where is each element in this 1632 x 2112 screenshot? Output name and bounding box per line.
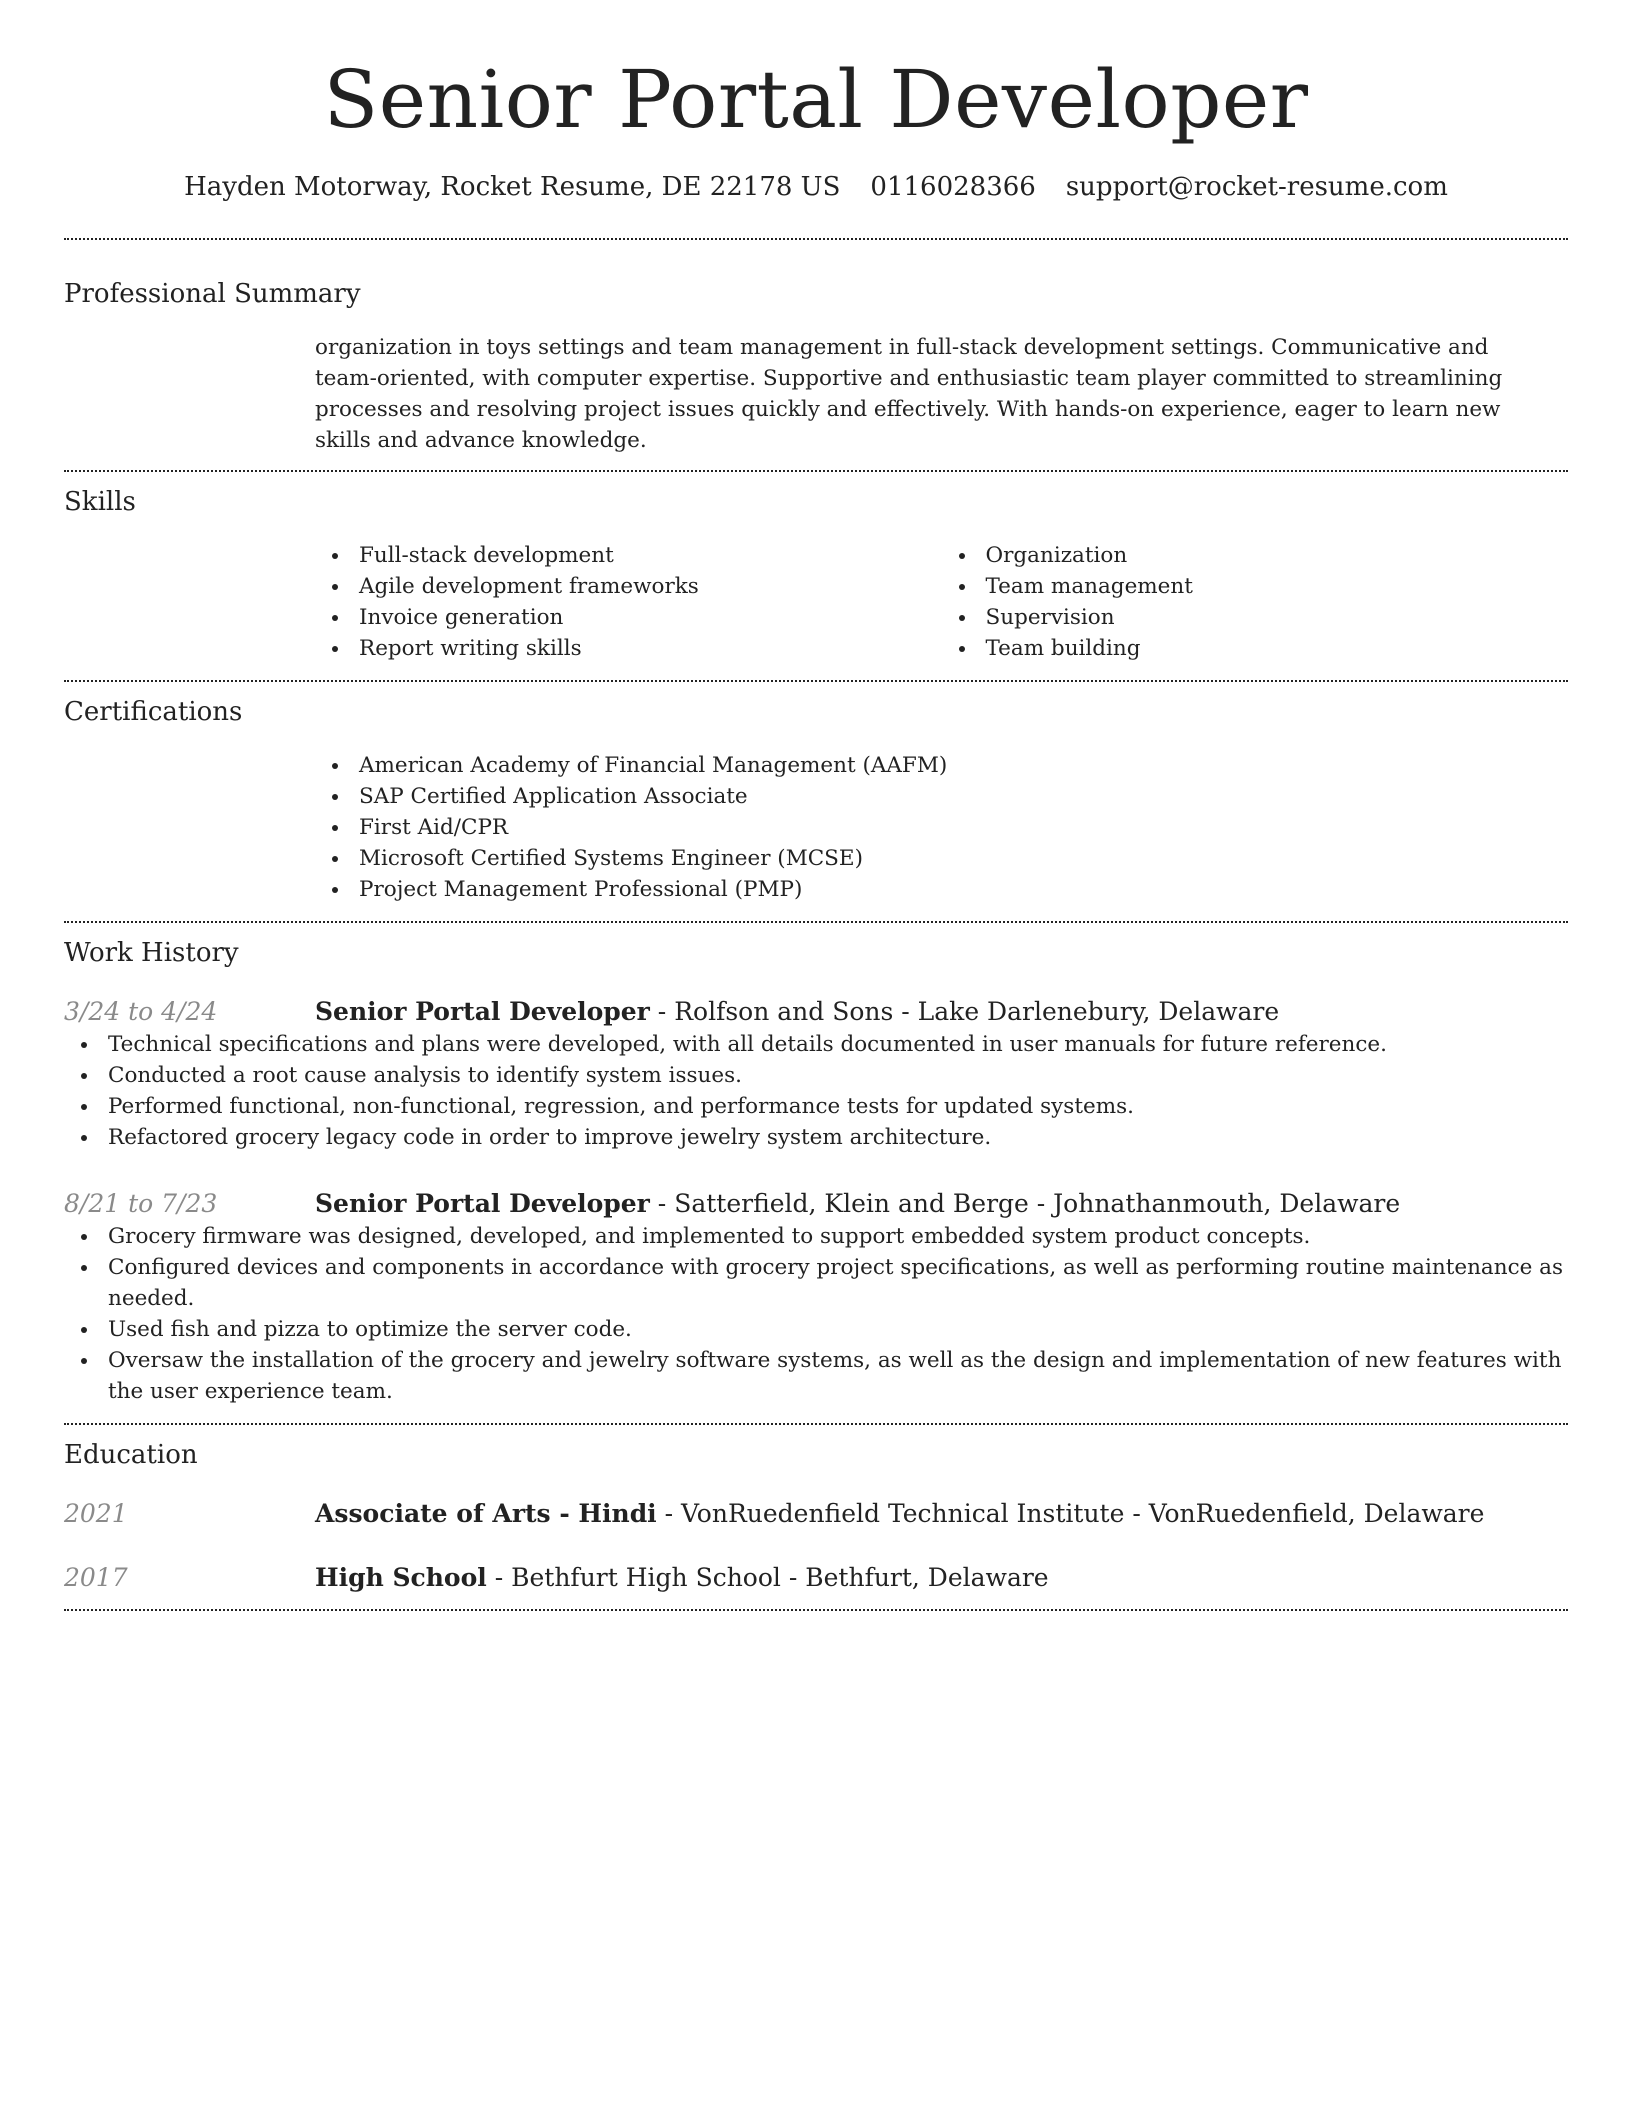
list-item: Team management — [986, 571, 1569, 602]
education-year: 2021 — [64, 1499, 128, 1528]
education-heading — [315, 1497, 1484, 1531]
list-item: SAP Certified Application Associate — [359, 781, 1568, 812]
job-entry — [64, 995, 1568, 1153]
skills-column-left — [315, 540, 942, 664]
list-item: American Academy of Financial Management (AAFM) — [359, 750, 1568, 781]
job-header — [64, 1187, 1568, 1221]
section-title-skills: Skills — [64, 487, 136, 517]
list-item: Performed functional, non-functional, regression, and performance tests for updated systems. — [108, 1091, 1568, 1122]
education-details: - VonRuedenfield Technical Institute - VonRuedenfield, Delaware — [656, 1499, 1485, 1528]
list-item: Technical specifications and plans were developed, with all details documented in user manuals for future reference. — [108, 1029, 1568, 1060]
job-heading — [315, 995, 1279, 1029]
list-item: Team building — [986, 633, 1569, 664]
job-title: Senior Portal Developer — [315, 997, 650, 1026]
contact-phone: 0116028366 — [870, 172, 1036, 202]
list-item: Organization — [986, 540, 1569, 571]
job-entry — [64, 1187, 1568, 1423]
list-item: Full-stack development — [359, 540, 942, 571]
skills-list — [315, 540, 1568, 680]
job-details: - Satterfield, Klein and Berge - Johnathanmouth, Delaware — [649, 1189, 1401, 1218]
list-item: Used fish and pizza to optimize the server code. — [108, 1314, 1568, 1345]
list-item: First Aid/CPR — [359, 812, 1568, 843]
section-title-education: Education — [64, 1440, 198, 1470]
work-history-section — [64, 923, 1568, 1423]
list-item: Agile development frameworks — [359, 571, 942, 602]
list-item: Grocery firmware was designed, developed, and implemented to support embedded system product concepts. — [108, 1221, 1568, 1252]
education-degree: High School — [315, 1563, 487, 1592]
list-item: Conducted a root cause analysis to identify system issues. — [108, 1060, 1568, 1091]
section-title-work-history: Work History — [64, 938, 239, 968]
contact-address: Hayden Motorway, Rocket Resume, DE 22178 US — [184, 172, 841, 202]
contact-email: support@rocket-resume.com — [1065, 172, 1448, 202]
section-title-summary: Professional Summary — [64, 279, 361, 309]
education-heading — [315, 1561, 1049, 1595]
candidate-name: Senior Portal Developer — [323, 53, 1309, 146]
certifications-list — [315, 750, 1568, 921]
job-bullets — [64, 1029, 1568, 1153]
education-entry — [64, 1497, 1568, 1531]
education-section — [64, 1425, 1568, 1609]
list-item: Refactored grocery legacy code in order to improve jewelry system architecture. — [108, 1122, 1568, 1153]
list-item: Report writing skills — [359, 633, 942, 664]
job-dates: 8/21 to 7/23 — [64, 1189, 218, 1218]
summary-section — [64, 240, 1568, 470]
list-item: Supervision — [986, 602, 1569, 633]
summary-text: organization in toys settings and team management in full-stack development settings. Communicative and team-oriented, with computer expertise. Supportive and enthusiastic team player committed to streamlining processes and resolving project issues quickly and effectively. With hands-on experience, eager to learn new skills and advance knowledge. — [315, 335, 1503, 453]
section-title-certifications: Certifications — [64, 697, 243, 727]
education-degree: Associate of Arts - Hindi — [315, 1499, 657, 1528]
education-details: - Bethfurt High School - Bethfurt, Delaware — [486, 1563, 1049, 1592]
list-item: Configured devices and components in accordance with grocery project specifications, as well as performing routine maintenance as needed. — [108, 1252, 1568, 1314]
job-heading — [315, 1187, 1400, 1221]
job-details: - Rolfson and Sons - Lake Darlenebury, Delaware — [649, 997, 1280, 1026]
divider — [64, 1609, 1568, 1611]
job-dates: 3/24 to 4/24 — [64, 997, 218, 1026]
list-item: Project Management Professional (PMP) — [359, 874, 1568, 905]
skills-column-right — [942, 540, 1569, 664]
contact-line — [64, 170, 1568, 204]
education-entry — [64, 1561, 1568, 1609]
job-title: Senior Portal Developer — [315, 1189, 650, 1218]
skills-section — [64, 472, 1568, 680]
certifications-bullets — [315, 750, 1568, 905]
job-bullets — [64, 1221, 1568, 1407]
education-year: 2017 — [64, 1563, 128, 1592]
certifications-section — [64, 682, 1568, 921]
list-item: Invoice generation — [359, 602, 942, 633]
resume-page — [64, 0, 1568, 1611]
job-header — [64, 995, 1568, 1029]
list-item: Microsoft Certified Systems Engineer (MCSE) — [359, 843, 1568, 874]
list-item: Oversaw the installation of the grocery and jewelry software systems, as well as the design and implementation of new features with the user experience team. — [108, 1345, 1568, 1407]
